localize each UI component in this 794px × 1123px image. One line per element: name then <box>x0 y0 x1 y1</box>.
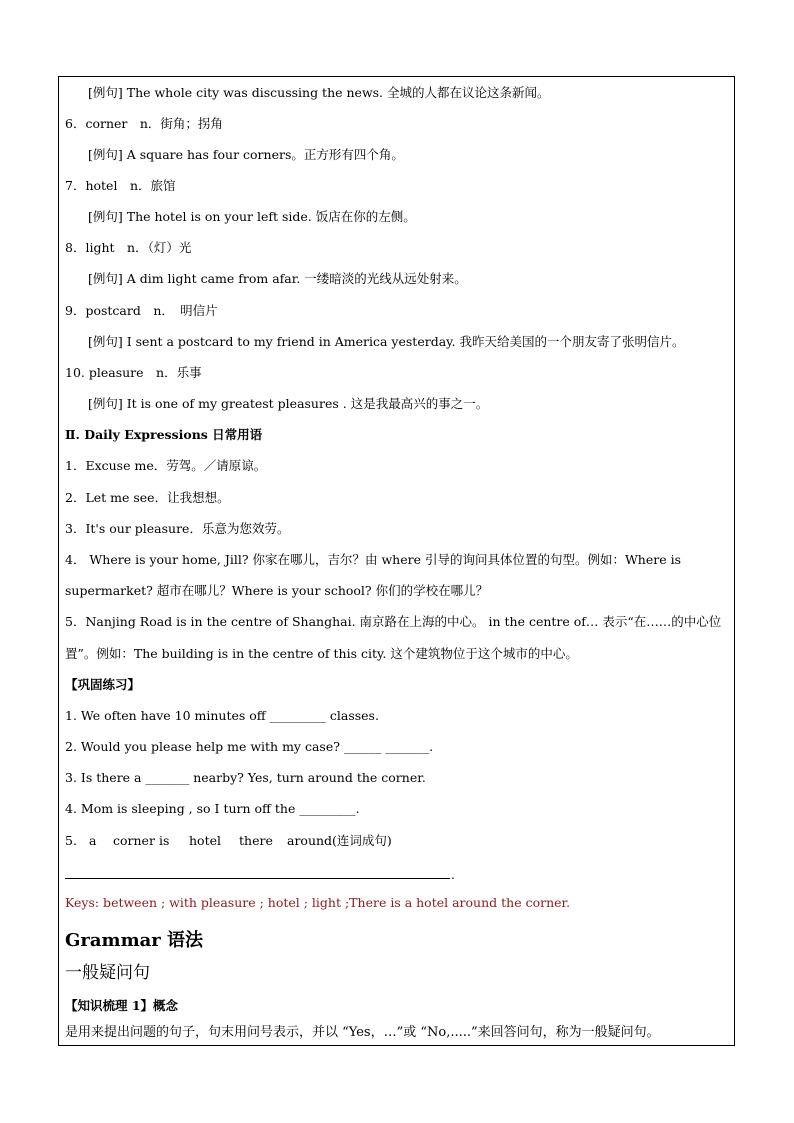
word-token: a <box>89 833 97 848</box>
practice-item: 2. Would you please help me with my case? ______ _______. <box>65 739 434 754</box>
daily-expression: 2．Let me see．让我想想。 <box>65 490 230 505</box>
word-token: around(连词成句) <box>287 833 392 848</box>
example-sentence: [例句] A dim light came from afar. 一缕暗淡的光线从远处射来。 <box>88 271 467 286</box>
daily-expressions-heading: Ⅱ. Daily Expressions 日常用语 <box>65 427 263 442</box>
daily-expression: 5．Nanjing Road is in the centre of Shanghai. 南京路在上海的中心。 in the centre of… 表示“在……的中心位 <box>65 614 722 629</box>
vocab-word: 6．corner n．街角；拐角 <box>65 116 223 131</box>
grammar-title: Grammar 语法 <box>65 930 204 951</box>
practice-item: 3. Is there a _______ nearby? Yes, turn around the corner. <box>65 770 426 785</box>
answer-keys: Keys: between ; with pleasure ; hotel ; light ;There is a hotel around the corner. <box>65 895 571 910</box>
grammar-subtitle: 一般疑问句 <box>65 963 150 983</box>
example-sentence: [例句] It is one of my greatest pleasures . 这是我最高兴的事之一。 <box>88 396 489 411</box>
daily-expression: supermarket? 超市在哪儿？Where is your school? 你们的学校在哪儿？ <box>65 583 489 598</box>
word-token: corner <box>113 833 155 848</box>
answer-blank-period: . <box>451 868 455 882</box>
vocab-word: 9．postcard n． 明信片 <box>65 303 218 318</box>
example-sentence: [例句] A square has four corners。正方形有四个角。 <box>88 147 404 162</box>
practice-item: 4. Mom is sleeping , so I turn off the _________. <box>65 801 360 816</box>
word-token: 5. <box>65 833 77 848</box>
word-token: there <box>239 833 273 848</box>
daily-expression: 1．Excuse me．劳驾。／请原谅。 <box>65 458 267 473</box>
vocab-word: 10. pleasure n．乐事 <box>65 365 202 380</box>
example-sentence: [例句] I sent a postcard to my friend in America yesterday. 我昨天给美国的一个朋友寄了张明信片。 <box>88 334 685 349</box>
daily-expression: 置”。例如：The building is in the centre of this city. 这个建筑物位于这个城市的中心。 <box>65 646 578 661</box>
vocab-word: 7．hotel n．旅馆 <box>65 178 176 193</box>
answer-blank-line <box>65 878 450 879</box>
vocab-word: 8．light n．（灯）光 <box>65 240 192 255</box>
daily-expression: 3．It's our pleasure．乐意为您效劳。 <box>65 521 290 536</box>
practice-heading: 【巩固练习】 <box>65 677 141 692</box>
knowledge-heading: 【知识梳理 1】概念 <box>65 998 179 1013</box>
word-token: hotel <box>189 833 221 848</box>
practice-item: 1. We often have 10 minutes off _________ classes. <box>65 708 379 723</box>
practice-item-reorder <box>65 833 392 849</box>
example-sentence: [例句] The whole city was discussing the news. 全城的人都在议论这条新闻。 <box>88 85 550 100</box>
knowledge-text: 是用来提出问题的句子，句末用问号表示，并以 “Yes，…”或 “No,.....”来回答问句，称为一般疑问句。 <box>65 1025 660 1040</box>
example-sentence: [例句] The hotel is on your left side. 饭店在你的左侧。 <box>88 209 416 224</box>
daily-expression: 4． Where is your home, Jill? 你家在哪儿，吉尔？由 where 引导的询问具体位置的句型。例如：Where is <box>65 552 682 567</box>
word-token: is <box>159 833 170 848</box>
